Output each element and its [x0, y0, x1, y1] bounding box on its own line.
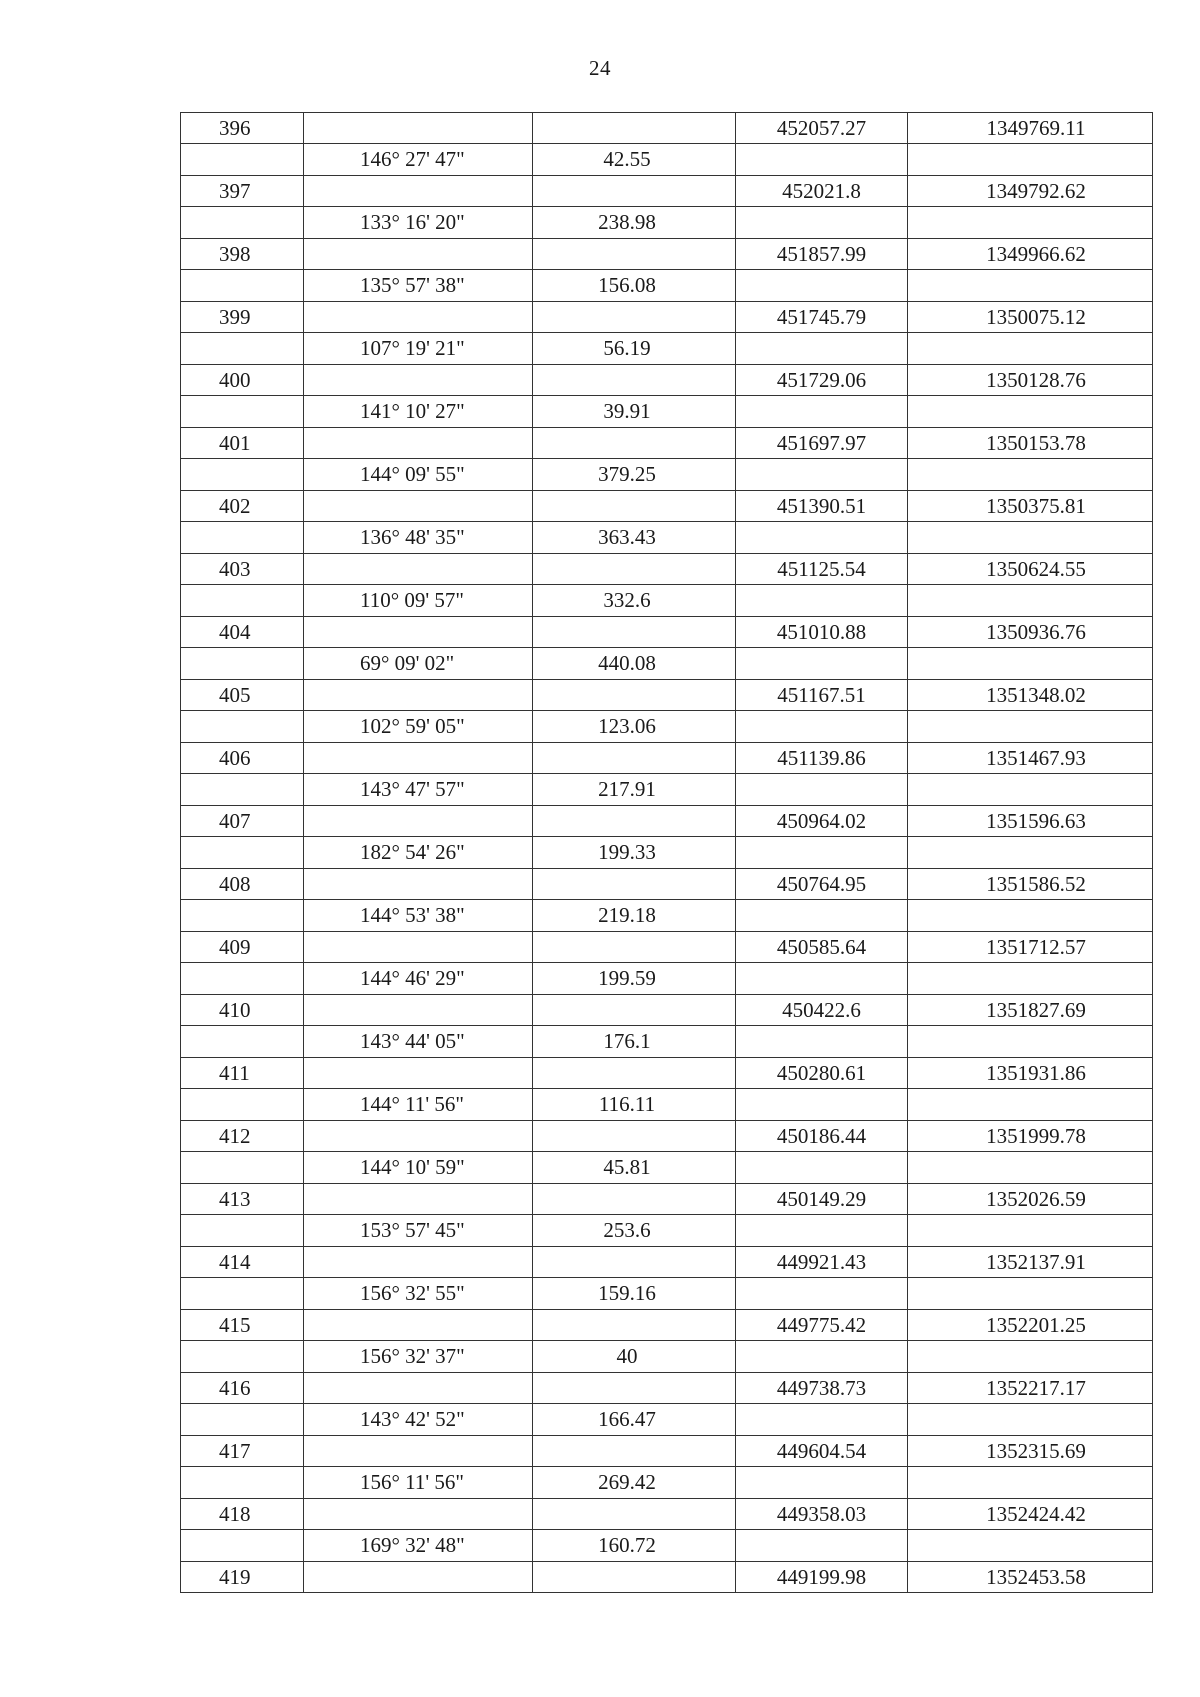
distance-cell	[533, 365, 736, 396]
survey-coordinates-table	[180, 112, 1153, 1593]
easting-cell: 1350624.55	[908, 554, 1153, 585]
easting-cell	[908, 459, 1153, 491]
bearing-cell: 153° 57' 45"	[304, 1215, 533, 1247]
distance-cell: 166.47	[533, 1404, 736, 1436]
northing-cell: 450585.64	[736, 932, 908, 963]
distance-cell	[533, 1184, 736, 1215]
northing-cell: 450964.02	[736, 806, 908, 837]
station-row	[181, 1310, 1153, 1341]
point-number-cell: 400	[181, 365, 304, 396]
easting-cell	[908, 333, 1153, 365]
easting-cell: 1352201.25	[908, 1310, 1153, 1341]
northing-cell: 450764.95	[736, 869, 908, 900]
bearing-cell: 143° 44' 05"	[304, 1026, 533, 1058]
bearing-cell	[304, 932, 533, 963]
bearing-cell: 156° 32' 55"	[304, 1278, 533, 1310]
northing-cell: 449604.54	[736, 1436, 908, 1467]
distance-cell: 363.43	[533, 522, 736, 554]
bearing-cell	[304, 1247, 533, 1278]
distance-cell	[533, 302, 736, 333]
distance-cell	[533, 1436, 736, 1467]
distance-cell	[533, 995, 736, 1026]
bearing-cell	[304, 743, 533, 774]
distance-cell: 160.72	[533, 1530, 736, 1562]
station-row	[181, 113, 1153, 144]
station-row	[181, 1247, 1153, 1278]
leg-row	[181, 1026, 1153, 1058]
distance-cell: 176.1	[533, 1026, 736, 1058]
point-number-cell: 412	[181, 1121, 304, 1152]
point-number-cell: 409	[181, 932, 304, 963]
northing-cell	[736, 900, 908, 932]
leg-row	[181, 459, 1153, 491]
leg-row	[181, 774, 1153, 806]
leg-row	[181, 837, 1153, 869]
point-number-cell: 398	[181, 239, 304, 270]
easting-cell: 1351999.78	[908, 1121, 1153, 1152]
point-number-cell: 418	[181, 1499, 304, 1530]
northing-cell	[736, 774, 908, 806]
northing-cell: 452021.8	[736, 176, 908, 207]
distance-cell	[533, 239, 736, 270]
distance-cell: 217.91	[533, 774, 736, 806]
easting-cell	[908, 396, 1153, 428]
station-row	[181, 932, 1153, 963]
northing-cell	[736, 270, 908, 302]
point-number-cell: 406	[181, 743, 304, 774]
bearing-cell: 141° 10' 27"	[304, 396, 533, 428]
point-number-cell: 405	[181, 680, 304, 711]
point-number-cell: 404	[181, 617, 304, 648]
easting-cell	[908, 1089, 1153, 1121]
easting-cell	[908, 774, 1153, 806]
bearing-cell	[304, 617, 533, 648]
northing-cell	[736, 396, 908, 428]
bearing-cell	[304, 806, 533, 837]
northing-cell	[736, 333, 908, 365]
point-number-cell: 411	[181, 1058, 304, 1089]
leg-row	[181, 1152, 1153, 1184]
bearing-cell: 144° 46' 29"	[304, 963, 533, 995]
point-number-cell	[181, 1215, 304, 1247]
distance-cell: 332.6	[533, 585, 736, 617]
distance-cell	[533, 806, 736, 837]
distance-cell	[533, 491, 736, 522]
bearing-cell: 102° 59' 05"	[304, 711, 533, 743]
bearing-cell: 146° 27' 47"	[304, 144, 533, 176]
distance-cell	[533, 617, 736, 648]
point-number-cell	[181, 1530, 304, 1562]
northing-cell: 449199.98	[736, 1562, 908, 1593]
northing-cell: 451390.51	[736, 491, 908, 522]
northing-cell	[736, 1089, 908, 1121]
easting-cell: 1349966.62	[908, 239, 1153, 270]
northing-cell: 449358.03	[736, 1499, 908, 1530]
leg-row	[181, 585, 1153, 617]
point-number-cell	[181, 963, 304, 995]
northing-cell: 450422.6	[736, 995, 908, 1026]
point-number-cell	[181, 1278, 304, 1310]
leg-row	[181, 270, 1153, 302]
point-number-cell	[181, 333, 304, 365]
station-row	[181, 1499, 1153, 1530]
northing-cell: 450186.44	[736, 1121, 908, 1152]
northing-cell: 451745.79	[736, 302, 908, 333]
leg-row	[181, 396, 1153, 428]
bearing-cell	[304, 1184, 533, 1215]
distance-cell: 116.11	[533, 1089, 736, 1121]
point-number-cell: 399	[181, 302, 304, 333]
page-number: 24	[589, 56, 611, 80]
point-number-cell	[181, 522, 304, 554]
point-number-cell: 415	[181, 1310, 304, 1341]
distance-cell: 123.06	[533, 711, 736, 743]
easting-cell	[908, 711, 1153, 743]
easting-cell	[908, 837, 1153, 869]
distance-cell	[533, 554, 736, 585]
leg-row	[181, 1278, 1153, 1310]
distance-cell: 440.08	[533, 648, 736, 680]
distance-cell: 379.25	[533, 459, 736, 491]
point-number-cell: 419	[181, 1562, 304, 1593]
point-number-cell	[181, 459, 304, 491]
easting-cell	[908, 1467, 1153, 1499]
northing-cell: 450149.29	[736, 1184, 908, 1215]
leg-row	[181, 207, 1153, 239]
bearing-cell: 143° 47' 57"	[304, 774, 533, 806]
easting-cell	[908, 585, 1153, 617]
bearing-cell	[304, 491, 533, 522]
bearing-cell: 144° 09' 55"	[304, 459, 533, 491]
easting-cell: 1351931.86	[908, 1058, 1153, 1089]
easting-cell	[908, 1404, 1153, 1436]
point-number-cell	[181, 774, 304, 806]
easting-cell: 1352217.17	[908, 1373, 1153, 1404]
station-row	[181, 743, 1153, 774]
leg-row	[181, 1404, 1153, 1436]
bearing-cell: 144° 53' 38"	[304, 900, 533, 932]
easting-cell	[908, 1278, 1153, 1310]
northing-cell: 451167.51	[736, 680, 908, 711]
bearing-cell: 144° 11' 56"	[304, 1089, 533, 1121]
northing-cell	[736, 144, 908, 176]
point-number-cell	[181, 1089, 304, 1121]
easting-cell: 1350375.81	[908, 491, 1153, 522]
bearing-cell: 156° 32' 37"	[304, 1341, 533, 1373]
distance-cell	[533, 1562, 736, 1593]
station-row	[181, 365, 1153, 396]
easting-cell: 1349769.11	[908, 113, 1153, 144]
bearing-cell: 133° 16' 20"	[304, 207, 533, 239]
northing-cell: 451857.99	[736, 239, 908, 270]
point-number-cell	[181, 144, 304, 176]
leg-row	[181, 1089, 1153, 1121]
easting-cell: 1350128.76	[908, 365, 1153, 396]
northing-cell	[736, 648, 908, 680]
easting-cell	[908, 1152, 1153, 1184]
station-row	[181, 995, 1153, 1026]
northing-cell	[736, 1404, 908, 1436]
point-number-cell: 417	[181, 1436, 304, 1467]
point-number-cell	[181, 1152, 304, 1184]
northing-cell	[736, 585, 908, 617]
northing-cell	[736, 711, 908, 743]
bearing-cell	[304, 1310, 533, 1341]
distance-cell: 253.6	[533, 1215, 736, 1247]
leg-row	[181, 900, 1153, 932]
northing-cell	[736, 207, 908, 239]
easting-cell: 1351596.63	[908, 806, 1153, 837]
point-number-cell: 396	[181, 113, 304, 144]
station-row	[181, 680, 1153, 711]
point-number-cell	[181, 1404, 304, 1436]
distance-cell: 156.08	[533, 270, 736, 302]
distance-cell: 159.16	[533, 1278, 736, 1310]
bearing-cell: 156° 11' 56"	[304, 1467, 533, 1499]
distance-cell	[533, 932, 736, 963]
station-row	[181, 1436, 1153, 1467]
bearing-cell	[304, 113, 533, 144]
station-row	[181, 1184, 1153, 1215]
point-number-cell: 408	[181, 869, 304, 900]
easting-cell	[908, 648, 1153, 680]
distance-cell	[533, 1310, 736, 1341]
point-number-cell: 414	[181, 1247, 304, 1278]
easting-cell: 1351586.52	[908, 869, 1153, 900]
northing-cell: 451125.54	[736, 554, 908, 585]
bearing-cell	[304, 680, 533, 711]
easting-cell	[908, 963, 1153, 995]
point-number-cell	[181, 1467, 304, 1499]
bearing-cell	[304, 995, 533, 1026]
point-number-cell: 401	[181, 428, 304, 459]
point-number-cell: 407	[181, 806, 304, 837]
northing-cell	[736, 1467, 908, 1499]
distance-cell: 42.55	[533, 144, 736, 176]
northing-cell: 449921.43	[736, 1247, 908, 1278]
bearing-cell	[304, 239, 533, 270]
easting-cell	[908, 1530, 1153, 1562]
station-row	[181, 554, 1153, 585]
easting-cell: 1351348.02	[908, 680, 1153, 711]
bearing-cell: 107° 19' 21"	[304, 333, 533, 365]
point-number-cell	[181, 711, 304, 743]
station-row	[181, 1121, 1153, 1152]
easting-cell	[908, 900, 1153, 932]
point-number-cell	[181, 270, 304, 302]
distance-cell	[533, 680, 736, 711]
table-body	[181, 113, 1153, 1593]
easting-cell	[908, 207, 1153, 239]
station-row	[181, 1058, 1153, 1089]
bearing-cell	[304, 365, 533, 396]
northing-cell	[736, 522, 908, 554]
bearing-cell	[304, 302, 533, 333]
bearing-cell	[304, 869, 533, 900]
easting-cell: 1350075.12	[908, 302, 1153, 333]
northing-cell	[736, 1530, 908, 1562]
station-row	[181, 239, 1153, 270]
point-number-cell: 413	[181, 1184, 304, 1215]
point-number-cell: 410	[181, 995, 304, 1026]
point-number-cell	[181, 396, 304, 428]
easting-cell: 1350936.76	[908, 617, 1153, 648]
point-number-cell	[181, 1341, 304, 1373]
point-number-cell: 403	[181, 554, 304, 585]
leg-row	[181, 1341, 1153, 1373]
distance-cell: 40	[533, 1341, 736, 1373]
northing-cell: 451139.86	[736, 743, 908, 774]
northing-cell: 449738.73	[736, 1373, 908, 1404]
easting-cell: 1350153.78	[908, 428, 1153, 459]
easting-cell	[908, 1215, 1153, 1247]
easting-cell	[908, 1026, 1153, 1058]
northing-cell: 452057.27	[736, 113, 908, 144]
easting-cell: 1351467.93	[908, 743, 1153, 774]
distance-cell: 219.18	[533, 900, 736, 932]
point-number-cell	[181, 900, 304, 932]
leg-row	[181, 1215, 1153, 1247]
leg-row	[181, 963, 1153, 995]
easting-cell: 1352424.42	[908, 1499, 1153, 1530]
leg-row	[181, 648, 1153, 680]
leg-row	[181, 711, 1153, 743]
bearing-cell	[304, 1436, 533, 1467]
northing-cell	[736, 459, 908, 491]
easting-cell: 1352026.59	[908, 1184, 1153, 1215]
easting-cell: 1352453.58	[908, 1562, 1153, 1593]
leg-row	[181, 522, 1153, 554]
bearing-cell: 135° 57' 38"	[304, 270, 533, 302]
northing-cell	[736, 1026, 908, 1058]
station-row	[181, 302, 1153, 333]
bearing-cell: 69° 09' 02"	[304, 648, 533, 680]
point-number-cell	[181, 207, 304, 239]
point-number-cell	[181, 585, 304, 617]
distance-cell	[533, 1373, 736, 1404]
distance-cell	[533, 1247, 736, 1278]
distance-cell: 238.98	[533, 207, 736, 239]
bearing-cell: 143° 42' 52"	[304, 1404, 533, 1436]
point-number-cell	[181, 648, 304, 680]
northing-cell: 451010.88	[736, 617, 908, 648]
easting-cell	[908, 144, 1153, 176]
bearing-cell: 144° 10' 59"	[304, 1152, 533, 1184]
northing-cell: 449775.42	[736, 1310, 908, 1341]
bearing-cell: 182° 54' 26"	[304, 837, 533, 869]
leg-row	[181, 1530, 1153, 1562]
easting-cell: 1349792.62	[908, 176, 1153, 207]
bearing-cell	[304, 1373, 533, 1404]
distance-cell	[533, 113, 736, 144]
northing-cell	[736, 963, 908, 995]
distance-cell: 269.42	[533, 1467, 736, 1499]
distance-cell	[533, 176, 736, 207]
distance-cell: 199.33	[533, 837, 736, 869]
bearing-cell: 169° 32' 48"	[304, 1530, 533, 1562]
station-row	[181, 428, 1153, 459]
station-row	[181, 806, 1153, 837]
station-row	[181, 1373, 1153, 1404]
easting-cell: 1351827.69	[908, 995, 1153, 1026]
northing-cell	[736, 1278, 908, 1310]
distance-cell	[533, 1058, 736, 1089]
station-row	[181, 176, 1153, 207]
distance-cell	[533, 869, 736, 900]
station-row	[181, 491, 1153, 522]
point-number-cell	[181, 837, 304, 869]
northing-cell	[736, 1341, 908, 1373]
point-number-cell: 416	[181, 1373, 304, 1404]
bearing-cell	[304, 554, 533, 585]
bearing-cell: 136° 48' 35"	[304, 522, 533, 554]
easting-cell: 1352315.69	[908, 1436, 1153, 1467]
bearing-cell	[304, 176, 533, 207]
point-number-cell: 402	[181, 491, 304, 522]
bearing-cell	[304, 1121, 533, 1152]
distance-cell	[533, 1499, 736, 1530]
northing-cell: 450280.61	[736, 1058, 908, 1089]
bearing-cell	[304, 428, 533, 459]
station-row	[181, 869, 1153, 900]
bearing-cell	[304, 1499, 533, 1530]
bearing-cell: 110° 09' 57"	[304, 585, 533, 617]
bearing-cell	[304, 1562, 533, 1593]
easting-cell	[908, 1341, 1153, 1373]
distance-cell: 39.91	[533, 396, 736, 428]
easting-cell: 1352137.91	[908, 1247, 1153, 1278]
distance-cell: 199.59	[533, 963, 736, 995]
distance-cell: 56.19	[533, 333, 736, 365]
distance-cell	[533, 428, 736, 459]
northing-cell	[736, 1152, 908, 1184]
station-row	[181, 1562, 1153, 1593]
point-number-cell: 397	[181, 176, 304, 207]
distance-cell	[533, 743, 736, 774]
station-row	[181, 617, 1153, 648]
northing-cell: 451729.06	[736, 365, 908, 396]
northing-cell	[736, 1215, 908, 1247]
bearing-cell	[304, 1058, 533, 1089]
northing-cell	[736, 837, 908, 869]
easting-cell	[908, 270, 1153, 302]
northing-cell: 451697.97	[736, 428, 908, 459]
leg-row	[181, 333, 1153, 365]
leg-row	[181, 1467, 1153, 1499]
easting-cell: 1351712.57	[908, 932, 1153, 963]
distance-cell: 45.81	[533, 1152, 736, 1184]
point-number-cell	[181, 1026, 304, 1058]
leg-row	[181, 144, 1153, 176]
easting-cell	[908, 522, 1153, 554]
distance-cell	[533, 1121, 736, 1152]
